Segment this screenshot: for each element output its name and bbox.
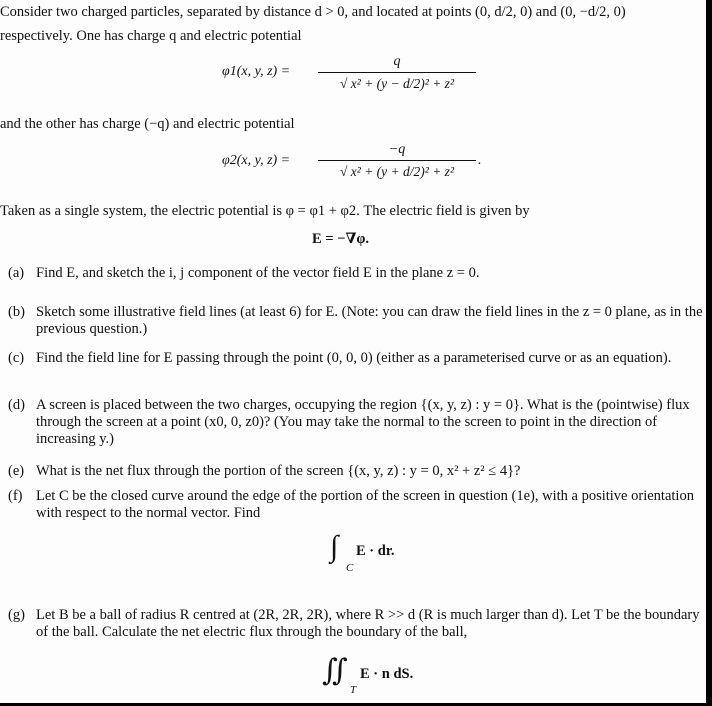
field-equation: E = −∇φ.: [312, 231, 370, 247]
question-f-text: Let C be the closed curve around the edge of the portion of the screen in question (1e), with a positive orientation with respect to the normal vector. Find: [36, 488, 694, 521]
question-f-label: (f): [8, 488, 23, 504]
line-integral-symbol: ∫: [330, 530, 339, 563]
mid-text: and the other has charge (−q) and electric potential: [0, 116, 295, 132]
phi2-fraction-bar: [318, 160, 476, 161]
phi1-fraction-bar: [318, 72, 476, 73]
phi1-denominator: √ x² + (y − d/2)² + z²: [340, 76, 454, 91]
question-e-label: (e): [8, 463, 25, 479]
question-c-label: (c): [8, 350, 25, 366]
line-integral-subscript: C: [346, 562, 354, 574]
right-border: [706, 0, 712, 706]
question-d-text: A screen is placed between the two charges, occupying the region {(x, y, z) : y = 0}. What is the (pointwise) flux through the screen at a point (x0, 0, z0)? (You may take the normal to the screen to point in the direction of increasing y.): [36, 397, 690, 447]
question-a-text: Find E, and sketch the i, j component of the vector field E in the plane z = 0.: [36, 265, 480, 281]
question-g-text: Let B be a ball of radius R centred at (2R, 2R, 2R), where R >> d (R is much larger than d). Let T be the boundary of the ball. Calculate the net electric flux through the boundary of the ball,: [36, 607, 700, 640]
intro-line-2: respectively. One has charge q and electric potential: [0, 28, 302, 44]
surface-integral-symbol: ∬: [322, 654, 348, 687]
surface-integral-expression: E · n dS.: [360, 666, 414, 682]
question-c-text: Find the field line for E passing through the point (0, 0, 0) (either as a parameterised curve or as an equation).: [36, 350, 672, 366]
question-g-label: (g): [8, 607, 25, 623]
phi1-numerator: q: [393, 54, 401, 69]
system-text: Taken as a single system, the electric potential is φ = φ1 + φ2. The electric field is given by: [0, 203, 530, 219]
phi2-period: .: [478, 153, 482, 168]
question-d-label: (d): [8, 397, 25, 413]
question-e-text: What is the net flux through the portion of the screen {(x, y, z) : y = 0, x² + z² ≤ 4}?: [36, 463, 521, 479]
phi2-fraction: [318, 142, 476, 180]
phi1-fraction: [318, 54, 476, 92]
question-a-label: (a): [8, 265, 25, 281]
phi1-lhs: φ1(x, y, z) =: [222, 64, 291, 79]
intro-line-1: Consider two charged particles, separated by distance d > 0, and located at points (0, d/2, 0) and (0, −d/2, 0): [0, 4, 626, 20]
phi2-lhs: φ2(x, y, z) =: [222, 153, 291, 168]
phi2-numerator: −q: [388, 142, 406, 157]
line-integral-expression: E · dr.: [356, 543, 395, 559]
question-b-label: (b): [8, 304, 25, 320]
phi2-denominator: √ x² + (y + d/2)² + z²: [340, 164, 454, 179]
surface-integral-subscript: T: [350, 684, 357, 696]
question-b-text: Sketch some illustrative field lines (at least 6) for E. (Note: you can draw the field lines in the z = 0 plane, as in the previous question.): [36, 304, 703, 337]
